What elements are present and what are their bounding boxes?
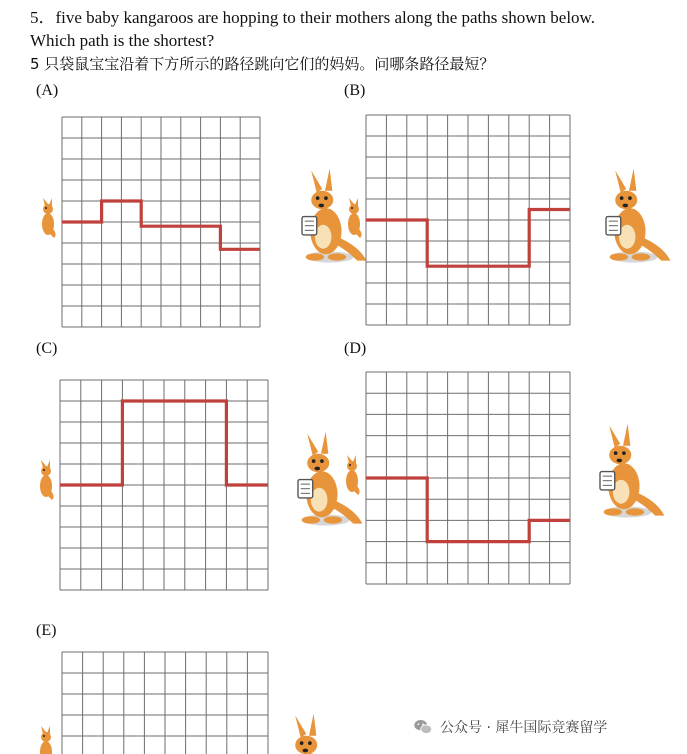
option-e-mother-kangaroo [286,714,350,754]
option-d-baby-kangaroo [346,455,360,495]
option-d-label: (D) [344,340,367,357]
option-a-figure [30,105,340,335]
option-b-figure [338,105,658,335]
option-e-figure [30,648,350,754]
option-e-baby-kangaroo [40,726,54,754]
option-a-label: (A) [36,82,59,99]
option-e-grid [62,652,268,754]
option-c-figure [30,370,350,600]
question-line-2: Which path is the shortest? [30,31,215,50]
option-c-label: (C) [36,340,58,357]
watermark [412,712,680,742]
watermark-text: 公众号 · 犀牛国际竞赛留学 [440,720,608,736]
option-a-baby-kangaroo [42,198,56,238]
option-d-mother-kangaroo [600,424,664,518]
option-e-label: (E) [36,622,57,639]
question-line-3: 5 只袋鼠宝宝沿着下方所示的路径跳向它们的妈妈。问哪条路径最短？ [30,55,495,73]
wechat-icon [412,716,434,738]
question-line-1: 5．five baby kangaroos are hopping to their mothers along the paths shown below. [30,8,595,27]
option-b-baby-kangaroo [348,198,362,238]
option-b-mother-kangaroo [606,169,670,263]
option-d-figure [338,362,658,592]
option-b-label: (B) [344,82,366,99]
option-c-baby-kangaroo [40,460,54,500]
